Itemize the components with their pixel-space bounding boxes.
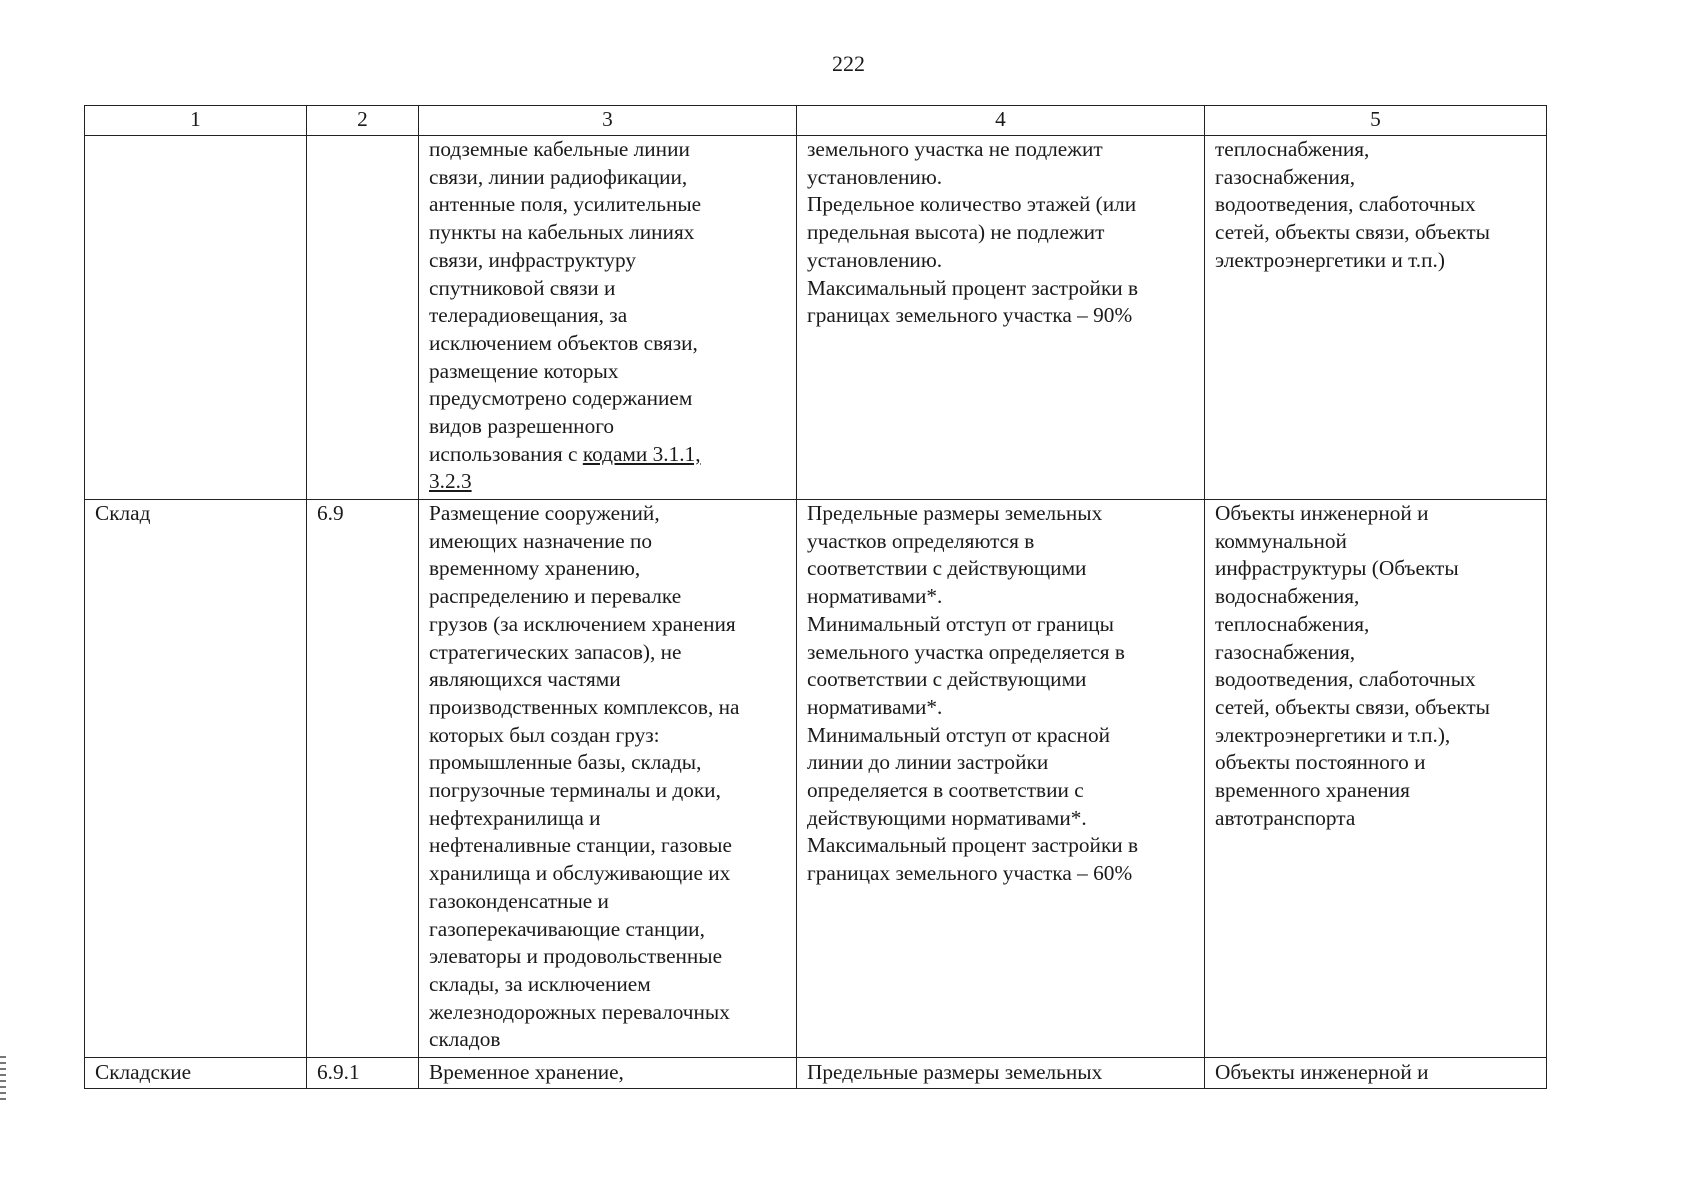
scan-edge-marks (0, 1056, 6, 1100)
header-col-4: 4 (797, 106, 1205, 136)
codes-link[interactable]: кодами 3.1.1, 3.2.3 (429, 441, 701, 494)
land-use-table (84, 105, 1547, 1089)
header-col-1: 1 (85, 106, 307, 136)
header-col-5: 5 (1205, 106, 1547, 136)
parameters-cell: Предельные размеры земельных участков определяются в соответствии с действующими нормативами*. Минимальный отступ от границы земельного участка определяется в соответствии с действующими нормативами*. Минимальный отступ от красной линии до линии застройки определяется в соответствии с действующими нормативами*. Максимальный процент застройки в границах земельного участка – 60% (797, 500, 1205, 1058)
use-description-cell: Временное хранение, (419, 1058, 797, 1089)
table-row (85, 500, 1547, 1058)
description-text: подземные кабельные линии связи, линии радиофикации, антенные поля, усилительные пункты на кабельных линиях связи, инфраструктуру спутниковой связи и телерадиовещания, за исключением объектов связи, размещение которых предусмотрено содержанием видов разрешенного использования с (429, 137, 702, 466)
table-header-row (85, 106, 1547, 136)
objects-cell: Объекты инженерной и коммунальной инфраструктуры (Объекты водоснабжения, теплоснабжения, газоснабжения, водоотведения, слаботочных сетей, объекты связи, объекты электроэнергетики и т.п.), объекты постоянного и временного хранения автотранспорта (1205, 500, 1547, 1058)
table-row (85, 136, 1547, 500)
objects-cell: Объекты инженерной и (1205, 1058, 1547, 1089)
header-col-3: 3 (419, 106, 797, 136)
use-code-cell: 6.9 (307, 500, 419, 1058)
use-code-cell: 6.9.1 (307, 1058, 419, 1089)
use-name-cell: Складские (85, 1058, 307, 1089)
use-name-cell (85, 136, 307, 500)
objects-cell: теплоснабжения, газоснабжения, водоотведения, слаботочных сетей, объекты связи, объекты электроэнергетики и т.п.) (1205, 136, 1547, 500)
use-code-cell (307, 136, 419, 500)
parameters-cell: земельного участка не подлежит установлению. Предельное количество этажей (или предельная высота) не подлежит установлению. Максимальный процент застройки в границах земельного участка – 90% (797, 136, 1205, 500)
use-name-cell: Склад (85, 500, 307, 1058)
use-description-cell: Размещение сооружений, имеющих назначение по временному хранению, распределению и перевалке грузов (за исключением хранения стратегических запасов), не являющихся частями производственных комплексов, на которых был создан груз: промышленные базы, склады, погрузочные терминалы и доки, нефтехранилища и нефтеналивные станции, газовые хранилища и обслуживающие их газоконденсатные и газоперекачивающие станции, элеваторы и продовольственные склады, за исключением железнодорожных перевалочных складов (419, 500, 797, 1058)
parameters-cell: Предельные размеры земельных (797, 1058, 1205, 1089)
table-row (85, 1058, 1547, 1089)
header-col-2: 2 (307, 106, 419, 136)
page-number: 222 (832, 51, 865, 76)
use-description-cell (419, 136, 797, 500)
